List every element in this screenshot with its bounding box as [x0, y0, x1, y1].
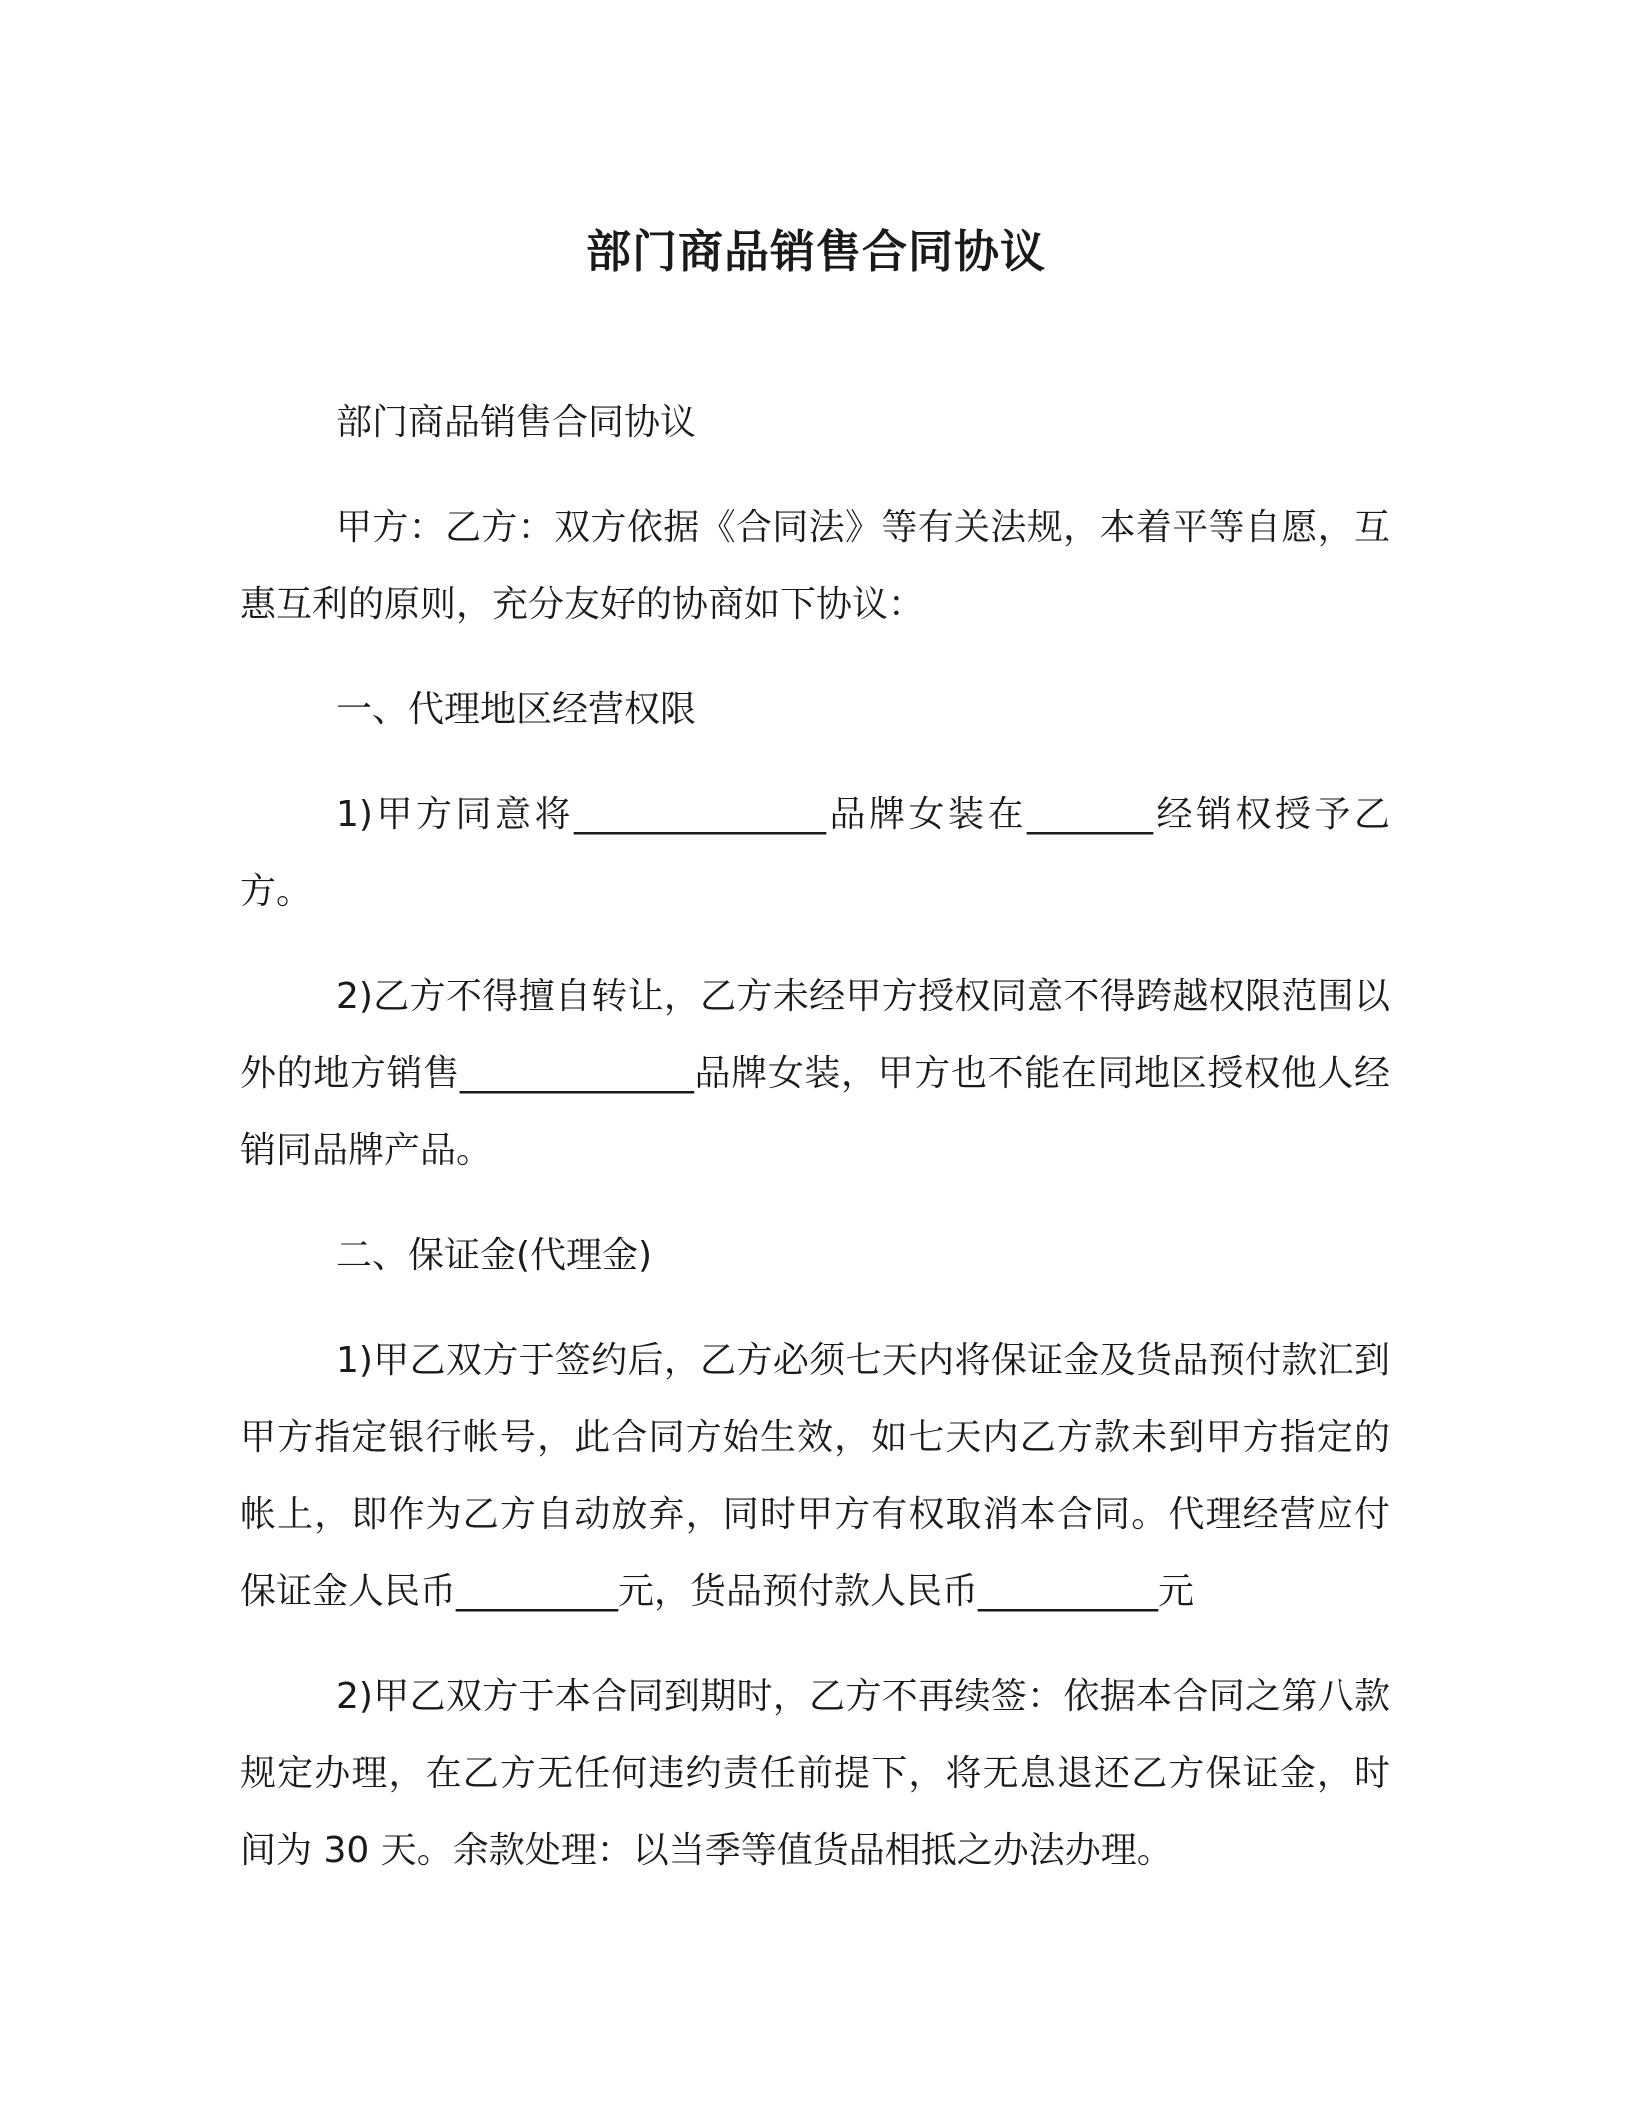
section-heading-1: 一、代理地区经营权限: [336, 689, 697, 730]
section-heading-2: 二、保证金(代理金): [336, 1235, 653, 1276]
paragraph-subtitle: 部门商品销售合同协议: [336, 402, 697, 443]
clause-2-1: 1)甲乙双方于签约后，乙方必须七天内将保证金及货品预付款汇到甲方指定银行帐号，此合同方始生效，如七天内乙方款未到甲方指定的帐上，即作为乙方自动放弃，同时甲方有权取消本合同。代理经营应付保证金人民币_________元，货品预付款人民币__________元: [240, 1340, 1390, 1612]
paragraph-preamble: 甲方：乙方：双方依据《合同法》等有关法规，本着平等自愿，互惠互利的原则，充分友好的协商如下协议：: [240, 507, 1390, 625]
document-title: 部门商品销售合同协议: [585, 225, 1046, 278]
clause-1-2: 2)乙方不得擅自转让，乙方未经甲方授权同意不得跨越权限范围以外的地方销售_____________品牌女装，甲方也不能在同地区授权他人经销同品牌产品。: [240, 976, 1390, 1171]
clause-2-2: 2)甲乙双方于本合同到期时，乙方不再续签：依据本合同之第八款规定办理，在乙方无任何违约责任前提下，将无息退还乙方保证金，时间为 30 天。余款处理：以当季等值货品相抵之办法办理。: [240, 1676, 1390, 1871]
clause-1-1: 1)甲方同意将______________品牌女装在_______经销权授予乙方。: [240, 794, 1390, 912]
document-body: [240, 384, 1390, 1917]
